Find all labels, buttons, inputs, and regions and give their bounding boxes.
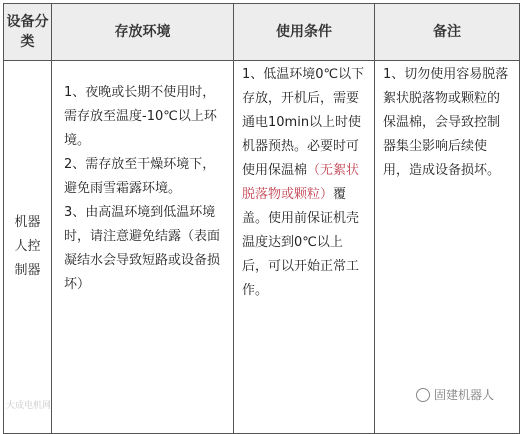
usage-text-after: 覆盖。使用前保证机壳温度达到0℃以上后，可以开始正常工作。 [242, 187, 360, 298]
watermark-right [416, 386, 494, 403]
category-cell: 机器人控制器 [4, 61, 52, 434]
usage-cell [234, 61, 375, 434]
storage-item-2: 2、需存放至干燥环境下，避免雨雪霜露环境。 [64, 157, 216, 196]
wechat-logo-icon [416, 388, 430, 402]
usage-highlight: （无絮状脱落物或颗粒） [242, 163, 360, 202]
header-usage-conditions: 使用条件 [234, 4, 375, 61]
table-header-row [4, 4, 520, 61]
header-storage-environment: 存放环境 [52, 4, 234, 61]
header-category: 设备分类 [4, 4, 52, 61]
usage-text-before: 1、低温环境0℃以下存放，开机后，需要通电10min以上时使机器预热。必要时可使用保温棉 [242, 67, 365, 178]
header-notes: 备注 [375, 4, 520, 61]
watermark-left: 大成电机网 [6, 401, 52, 411]
watermark-right-text: 固建机器人 [434, 388, 495, 402]
storage-item-3: 3、由高温环境到低温环境时，请注意避免结露（表面凝结水会导致短路或设备损坏） [64, 205, 221, 292]
table-row [4, 61, 520, 434]
storage-conditions-table [3, 3, 520, 434]
notes-cell: 1、切勿使用容易脱落絮状脱落物或颗粒的保温棉，会导致控制器集尘影响后续使用，造成设备损坏。 [375, 61, 520, 434]
storage-item-1: 1、夜晚或长期不使用时，需存放至温度-10℃以上环境。 [64, 85, 217, 148]
storage-cell [52, 61, 234, 434]
